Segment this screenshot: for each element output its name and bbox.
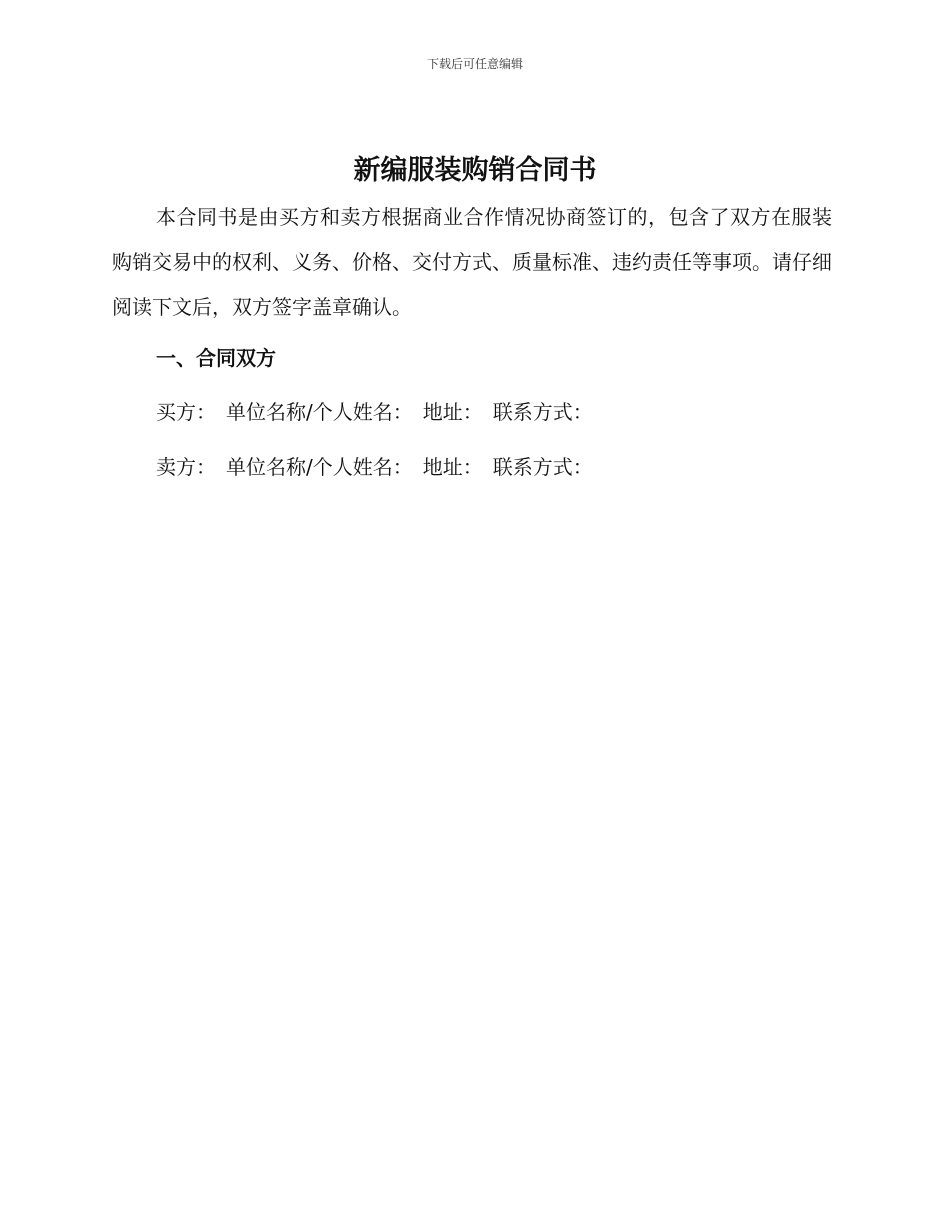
intro-paragraph: 本合同书是由买方和卖方根据商业合作情况协商签订的，包含了双方在服装购销交易中的权利、义务、价格、交付方式、质量标准、违约责任等事项。请仔细阅读下文后，双方签字盖章确认。	[112, 205, 832, 319]
seller-address-label: 地址：	[422, 455, 483, 479]
seller-label: 卖方：	[156, 455, 216, 479]
seller-line	[156, 451, 593, 480]
buyer-address-label: 地址：	[422, 400, 483, 424]
seller-name-label: 单位名称/个人姓名：	[226, 455, 413, 479]
buyer-name-label: 单位名称/个人姓名：	[226, 400, 413, 424]
buyer-line	[156, 396, 593, 425]
header-note: 下载后可任意编辑	[426, 57, 523, 71]
document-title: 新编服装购销合同书	[353, 155, 597, 186]
buyer-contact-label: 联系方式：	[492, 400, 593, 424]
buyer-label: 买方：	[156, 400, 216, 424]
seller-contact-label: 联系方式：	[492, 455, 593, 479]
section-heading-parties: 一、合同双方	[156, 346, 276, 370]
